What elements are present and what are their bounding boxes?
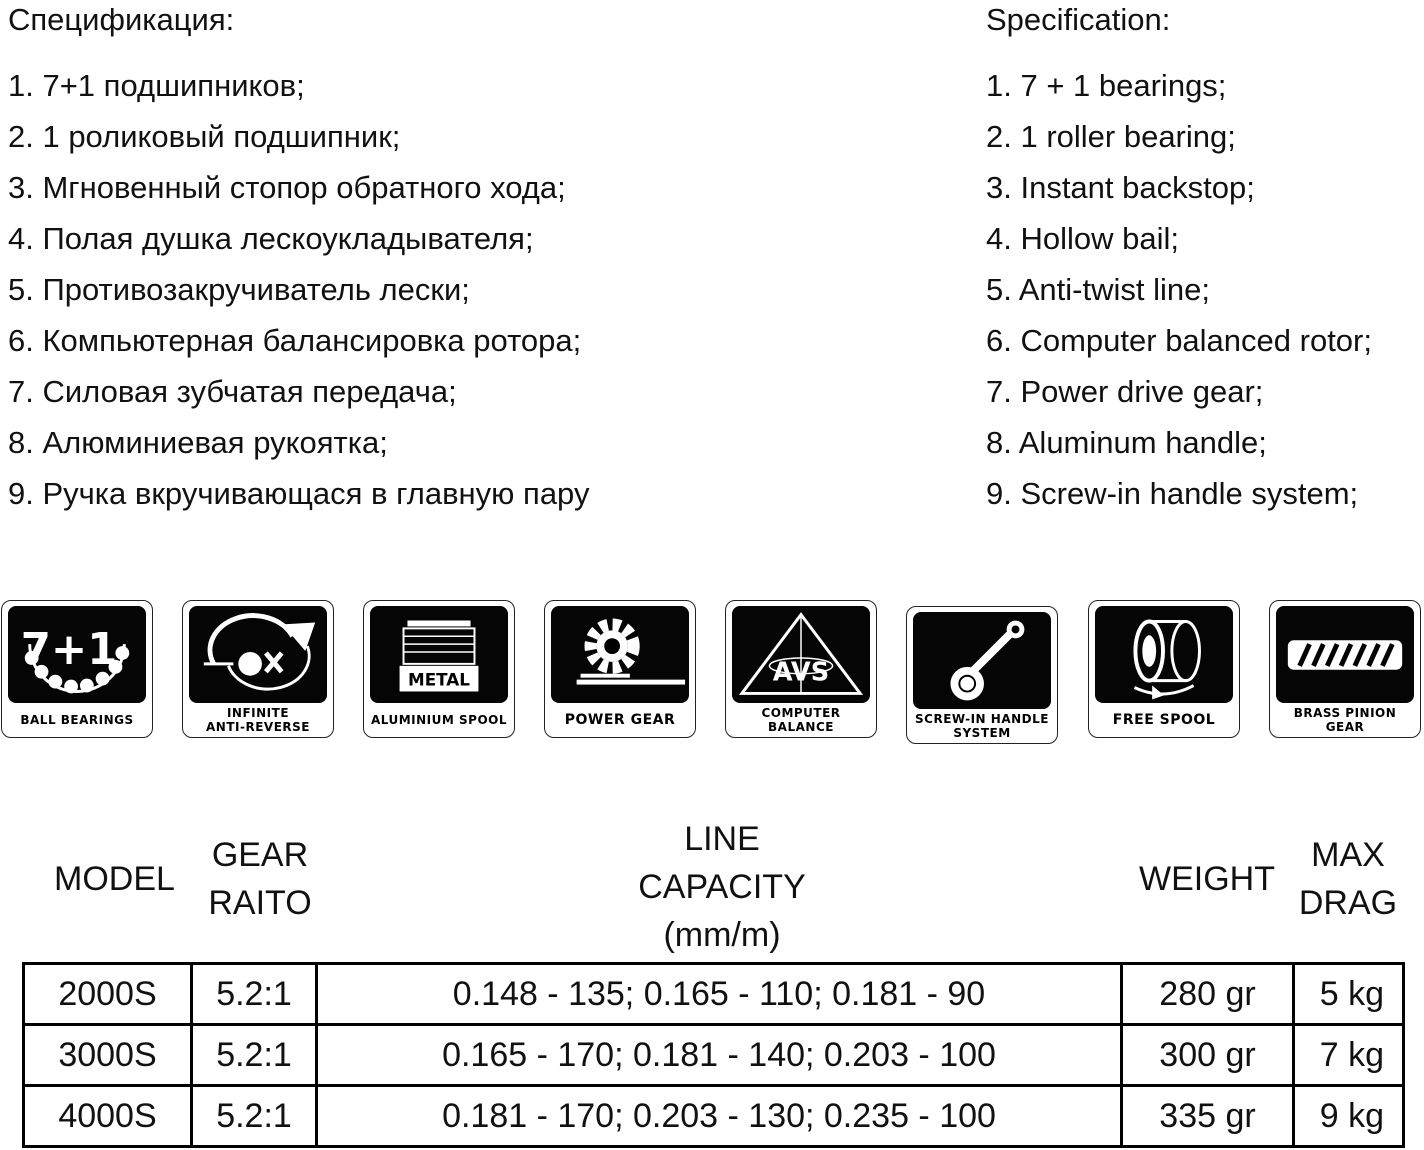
header-weight: WEIGHT [1139, 860, 1275, 898]
cell-gear: 5.2:1 [192, 964, 317, 1025]
header-max-drag: MAX DRAG [1298, 836, 1398, 922]
badge-screw-in-handle [906, 606, 1058, 744]
header-line-capacity: LINE CAPACITY (mm/m) [638, 820, 806, 954]
badge-label: INFINITE ANTI-REVERSE [206, 706, 310, 734]
cell-model: 3000S [24, 1025, 192, 1086]
spec-ru-item: 1. 7+1 подшипников; [8, 68, 305, 103]
avs-balance-icon [732, 606, 870, 703]
header-gear-ratio: GEAR RAITO [208, 836, 312, 922]
badge-label: ALUMINIUM SPOOL [370, 713, 507, 727]
svg-text:METAL: METAL [408, 669, 470, 690]
cell-line-capacity: 0.148 - 135; 0.165 - 110; 0.181 - 90 [317, 964, 1122, 1025]
spec-english [986, 0, 1422, 519]
ball-bearings-icon [8, 606, 146, 703]
model-specs-table [22, 962, 1405, 1148]
cell-line-capacity: 0.181 - 170; 0.203 - 130; 0.235 - 100 [317, 1086, 1122, 1147]
free-spool-icon [1095, 606, 1233, 703]
badge-anti-reverse [182, 600, 334, 738]
spec-en-item: 9. Screw-in handle system; [986, 476, 1359, 511]
anti-reverse-icon [189, 606, 327, 703]
badge-ball-bearings [1, 600, 153, 738]
cell-line-capacity: 0.165 - 170; 0.181 - 140; 0.203 - 100 [317, 1025, 1122, 1086]
spec-en-item: 6. Computer balanced rotor; [986, 323, 1372, 358]
badge-free-spool [1088, 600, 1240, 738]
spec-en-item: 4. Hollow bail; [986, 221, 1179, 256]
cell-drag: 5 kg [1294, 964, 1404, 1025]
cell-weight: 300 gr [1122, 1025, 1294, 1086]
table-header [22, 815, 1402, 960]
table-row [24, 964, 1404, 1025]
spec-ru-item: 4. Полая душка лескоукладывателя; [8, 221, 534, 256]
badge-label: POWER GEAR [564, 712, 676, 728]
cell-gear: 5.2:1 [192, 1086, 317, 1147]
feature-badges [0, 600, 1424, 750]
spec-ru-list [8, 60, 968, 519]
spec-en-item: 8. Aluminum handle; [986, 425, 1267, 460]
spec-ru-item: 8. Алюминиевая рукоятка; [8, 425, 388, 460]
metal-spool-icon [370, 606, 508, 703]
cell-gear: 5.2:1 [192, 1025, 317, 1086]
spec-ru-title: Спецификация: [8, 2, 235, 37]
badge-label: BALL BEARINGS [20, 713, 134, 727]
badge-label: SCREW-IN HANDLE SYSTEM [915, 712, 1049, 740]
svg-text:AVS: AVS [772, 657, 830, 688]
badge-power-gear [544, 600, 696, 738]
spec-en-item: 3. Instant backstop; [986, 170, 1255, 205]
badge-computer-balance [725, 600, 877, 738]
cell-weight: 335 gr [1122, 1086, 1294, 1147]
cell-model: 2000S [24, 964, 192, 1025]
spec-en-item: 2. 1 roller bearing; [986, 119, 1236, 154]
spec-en-item: 1. 7 + 1 bearings; [986, 68, 1227, 103]
cell-drag: 7 kg [1294, 1025, 1404, 1086]
spec-ru-item: 5. Противозакручиватель лески; [8, 272, 470, 307]
spec-en-title: Specification: [986, 2, 1171, 37]
spec-en-item: 5. Anti-twist line; [986, 272, 1210, 307]
spec-ru-item: 9. Ручка вкручивающася в главную пару [8, 476, 590, 511]
cell-drag: 9 kg [1294, 1086, 1404, 1147]
spec-ru-item: 6. Компьютерная балансировка ротора; [8, 323, 582, 358]
spec-ru-item: 2. 1 роликовый подшипник; [8, 119, 401, 154]
brass-pinion-gear-icon [1276, 606, 1414, 703]
badge-label: BRASS PINION GEAR [1293, 706, 1397, 734]
badge-label: FREE SPOOL [1112, 712, 1216, 728]
cell-model: 4000S [24, 1086, 192, 1147]
spec-russian [8, 0, 968, 519]
badge-brass-pinion-gear [1269, 600, 1421, 738]
spec-ru-item: 3. Мгновенный стопор обратного хода; [8, 170, 566, 205]
power-gear-icon [551, 606, 689, 703]
table-row [24, 1025, 1404, 1086]
badge-label: COMPUTER BALANCE [761, 706, 841, 734]
spec-en-item: 7. Power drive gear; [986, 374, 1264, 409]
svg-text:7+1: 7+1 [20, 624, 118, 675]
table-row [24, 1086, 1404, 1147]
spec-ru-item: 7. Силовая зубчатая передача; [8, 374, 457, 409]
badge-aluminium-spool [363, 600, 515, 738]
cell-weight: 280 gr [1122, 964, 1294, 1025]
screw-in-handle-icon [913, 612, 1051, 709]
header-model: MODEL [54, 860, 175, 898]
spec-en-list [986, 60, 1422, 519]
